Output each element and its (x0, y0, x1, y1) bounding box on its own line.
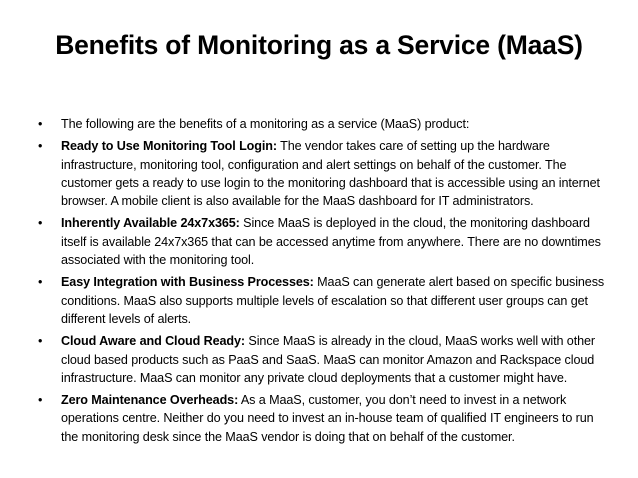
bullet-dot-icon: • (38, 139, 43, 154)
bullet-list (36, 115, 606, 450)
bullet-item (36, 214, 606, 269)
bullet-item (36, 332, 606, 387)
bullet-heading: Cloud Aware and Cloud Ready: (61, 334, 246, 349)
bullet-item (36, 137, 606, 210)
bullet-item (36, 391, 606, 446)
bullet-item (36, 273, 606, 328)
bullet-text: The vendor takes care of setting up the hardware infrastructure, monitoring tool, configuration and alert settings on behalf of the customer. The customer gets a ready to use login to the monitoring dashboard that is accessible using an internet browser. A mobile client is also available for the MaaS dashboard for IT administrators. (61, 139, 600, 209)
bullet-heading: Inherently Available 24x7x365: (61, 216, 240, 231)
bullet-dot-icon: • (38, 117, 43, 131)
bullet-item (36, 115, 606, 133)
bullet-text: The following are the benefits of a monitoring as a service (MaaS) product: (61, 117, 470, 131)
bullet-dot-icon: • (38, 275, 43, 290)
bullet-text: Since MaaS is already in the cloud, MaaS works well with other cloud based products such as PaaS and SaaS. MaaS can monitor Amazon and Rackspace cloud infrastructure. MaaS can monitor any private cloud deployments that a customer might have. (61, 334, 596, 385)
bullet-heading: Ready to Use Monitoring Tool Login: (61, 139, 277, 154)
bullet-heading: Easy Integration with Business Processes: (61, 275, 314, 290)
bullet-dot-icon: • (38, 334, 43, 349)
bullet-dot-icon: • (38, 393, 43, 408)
bullet-text: Since MaaS is deployed in the cloud, the monitoring dashboard itself is available 24x7x365 that can be accessed anytime from anywhere. There are no downtimes associated with the monitoring tool. (61, 216, 601, 268)
bullet-text: MaaS can generate alert based on specific business conditions. MaaS also supports multiple levels of escalation so that different user groups can get different levels of alerts. (61, 275, 605, 326)
bullet-heading: Zero Maintenance Overheads: (61, 393, 239, 408)
bullet-text: As a MaaS, customer, you don’t need to invest in a network operations centre. Neither do you need to invest an in-house team of qualified IT engineers to run the monitoring desk since the MaaS vendor is doing that on behalf of the customer. (61, 393, 594, 444)
bullet-dot-icon: • (38, 216, 43, 231)
slide-title: Benefits of Monitoring as a Service (MaaS) (55, 30, 583, 60)
